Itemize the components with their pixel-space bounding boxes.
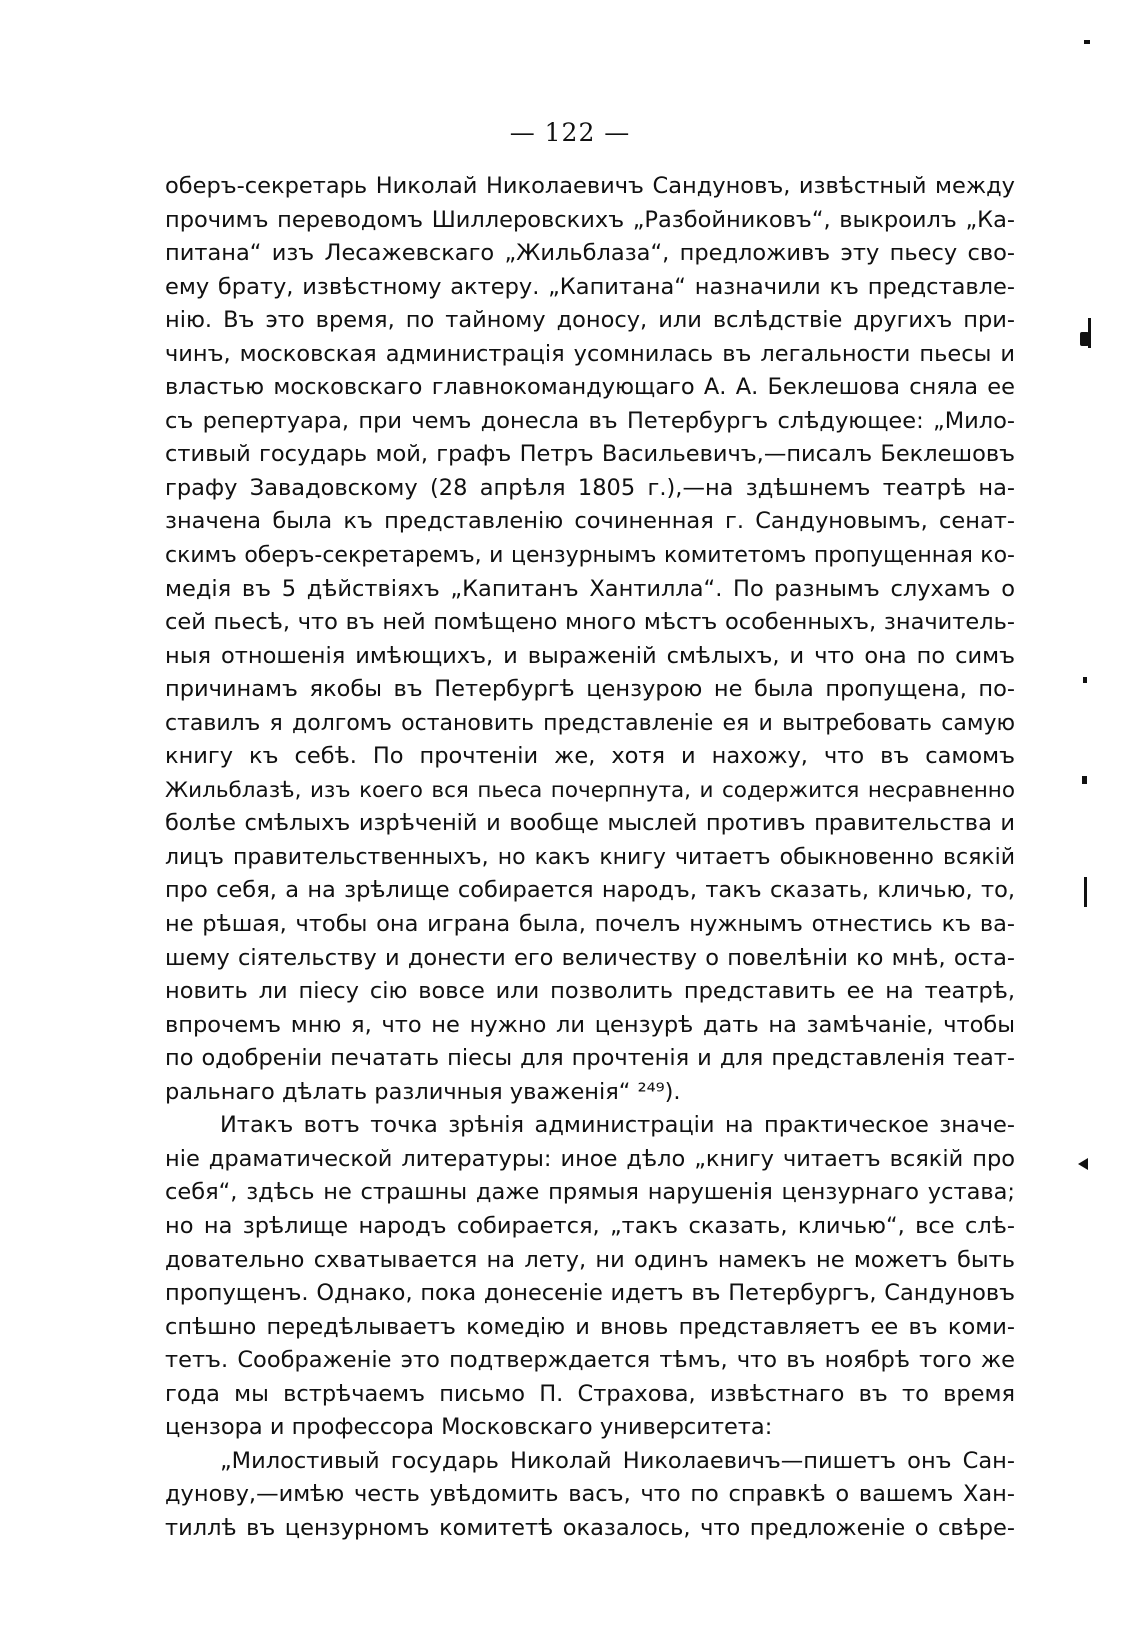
text-line: нію. Въ это время, по тайному доносу, или вслѣдствіе другихъ при- (165, 307, 1015, 334)
text-line: Жильблазѣ, изъ коего вся пьеса почерпнута, и содержится несравненно (165, 777, 1015, 803)
text-line: стивый государь мой, графъ Петръ Васильевичъ,—писалъ Беклешовъ (165, 441, 1015, 468)
text-line: лицъ правительственныхъ, но какъ книгу читаетъ обыкновенно всякій (165, 844, 1015, 870)
text-line: графу Завадовскому (28 апрѣля 1805 г.),—на здѣшнемъ театрѣ на- (165, 474, 1015, 501)
text-line: тиллѣ въ цензурномъ комитетѣ оказалось, что предложеніе о свѣре- (165, 1514, 1015, 1541)
text-line: себя“, здѣсь не страшны даже прямыя нарушенія цензурнаго устава; (165, 1179, 1015, 1206)
text-line: оберъ-секретарь Николай Николаевичъ Сандуновъ, извѣстный между (165, 173, 1015, 199)
text-line: значена была къ представленію сочиненная г. Сандуновымъ, сенат- (165, 508, 1015, 535)
text-line: года мы встрѣчаемъ письмо П. Страхова, извѣстнаго въ то время (165, 1380, 1015, 1407)
text-line: скимъ оберъ-секретаремъ, и цензурнымъ комитетомъ пропущенная ко- (165, 543, 1015, 569)
scan-mark (1084, 877, 1087, 907)
text-line: по одобреніи печатать піесы для прочтенія и для представленія теат- (165, 1045, 1015, 1072)
text-line: не рѣшая, чтобы она играна была, почелъ нужнымъ отнестись къ ва- (165, 911, 1015, 938)
text-line: довательно схватывается на лету, ни одинъ намекъ не можетъ быть (165, 1246, 1015, 1273)
text-line: шему сіятельству и донести его величеству о повелѣніи ко мнѣ, оста- (165, 944, 1015, 971)
text-line: ставилъ я долгомъ остановить представленіе ея и вытребовать самую (165, 710, 1015, 736)
text-line: ральнаго дѣлать различныя уваженія“ ²⁴⁹). (165, 1078, 681, 1105)
text-line: цензора и профессора Московскаго университета: (165, 1414, 773, 1441)
scan-mark (1088, 318, 1091, 348)
text-line: съ репертуара, при чемъ донесла въ Петербургъ слѣдующее: „Мило- (165, 407, 1015, 434)
scan-mark (1078, 1158, 1088, 1170)
text-line: ему брату, извѣстному актеру. „Капитана“ назначили къ представле- (165, 273, 1015, 300)
text-line: сей пьесѣ, что въ ней помѣщено много мѣстъ особенныхъ, значитель- (165, 609, 1015, 636)
text-line: новить ли піесу сію вовсе или позволить представить ее на театрѣ, (165, 978, 1015, 1005)
text-line: ныя отношенія имѣющихъ, и выраженій смѣлыхъ, и что она по симъ (165, 642, 1015, 669)
text-line: про себя, а на зрѣлище собирается народъ, такъ сказать, кличью, то, (165, 877, 1015, 904)
text-line: пропущенъ. Однако, пока донесеніе идетъ въ Петербургъ, Сандуновъ (165, 1280, 1015, 1307)
text-line: дунову,—имѣю честь увѣдомить васъ, что по справкѣ о вашемъ Хан- (165, 1481, 1015, 1508)
page-number: — 122 — (509, 118, 631, 147)
scan-mark (1082, 776, 1087, 784)
text-line: болѣе смѣлыхъ изрѣченій и вообще мыслей противъ правительства и (165, 810, 1015, 837)
text-line: прочимъ переводомъ Шиллеровскихъ „Разбойниковъ“, выкроилъ „Ка- (165, 206, 1015, 233)
text-line: тетъ. Соображеніе это подтверждается тѣмъ, что въ ноябрѣ того же (165, 1347, 1015, 1374)
text-line: „Милостивый государь Николай Николаевичъ—пишетъ онъ Сан- (220, 1447, 1015, 1474)
scan-mark (1083, 677, 1087, 683)
text-line: но на зрѣлище народъ собирается, „такъ сказать, кличью“, все слѣ- (165, 1212, 1015, 1239)
body-text (165, 170, 1015, 1545)
text-line: питана“ изъ Лесажевскаго „Жильблаза“, предложивъ эту пьесу сво- (165, 240, 1015, 267)
text-line: властью московскаго главнокомандующаго А. А. Беклешова сняла ее (165, 374, 1015, 401)
text-line: спѣшно передѣлываетъ комедію и вновь представляетъ ее въ коми- (165, 1313, 1015, 1340)
text-line: книгу къ себѣ. По прочтеніи же, хотя и нахожу, что въ самомъ (165, 743, 1015, 770)
text-line: впрочемъ мню я, что не нужно ли цензурѣ дать на замѣчаніе, чтобы (165, 1011, 1015, 1038)
text-line: чинъ, московская администрація усомнилась въ легальности пьесы и (165, 340, 1015, 367)
text-line: причинамъ якобы въ Петербургѣ цензурою не была пропущена, по- (165, 676, 1015, 703)
scan-mark (1084, 40, 1090, 44)
text-line: ніе драматической литературы: иное дѣло „книгу читаетъ всякій про (165, 1145, 1015, 1172)
text-line: Итакъ вотъ точка зрѣнія администраціи на практическое значе- (220, 1112, 1015, 1139)
text-line: медія въ 5 дѣйствіяхъ „Капитанъ Хантилла“. По разнымъ слухамъ о (165, 575, 1015, 602)
